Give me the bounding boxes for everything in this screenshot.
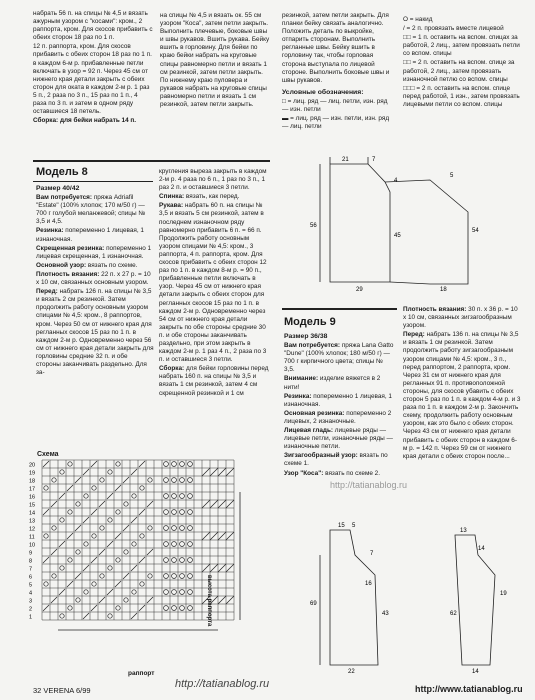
- decrease-mark: [115, 485, 121, 491]
- chart-title: Схема: [37, 451, 59, 458]
- legend-item: О = накид: [403, 16, 433, 23]
- legend-item: □□ = 2 п. оставить на вспом. спице за работой, 2 лиц., затем провязать изнаночной петлю со вспом. спицы: [403, 59, 515, 83]
- yarn-over-mark: [164, 526, 169, 531]
- paragraph: Основная резинка: попеременно 2 лицевых, 2 изнаночные.: [284, 409, 392, 425]
- decrease-mark: [139, 461, 145, 467]
- decrease-mark: [43, 605, 49, 611]
- decrease-mark: [59, 493, 65, 499]
- yarn-over-mark: [84, 542, 88, 546]
- dimension-label: 5: [450, 173, 454, 179]
- yarn-over-mark: [164, 510, 169, 515]
- row-number: 15: [29, 502, 36, 509]
- yarn-over-mark: [52, 478, 56, 482]
- divider: [33, 181, 153, 182]
- row-number: 13: [29, 518, 36, 525]
- dimension-label: 7: [372, 157, 376, 163]
- model-8-pattern-diagram: [290, 152, 520, 292]
- chart-repeat-label: раппорт: [128, 670, 155, 677]
- yarn-over-mark: [132, 590, 136, 594]
- model-8-column-2: [159, 168, 271, 399]
- paragraph: набрать 56 п. на спицы № 4,5 и вязать ажурным узором с "косами": кром., 2 раппорта, кром. Для скосов прибавить с обеих сторон 18 раз по 1 п.: [33, 10, 153, 42]
- size-label: Размер 40/42: [36, 185, 80, 192]
- yarn-over-mark: [172, 590, 177, 595]
- yarn-over-mark: [52, 526, 56, 530]
- model-9-column-2: [403, 306, 521, 462]
- decrease-mark: [83, 517, 89, 523]
- yarn-over-mark: [180, 542, 185, 547]
- top-column-2: [160, 12, 272, 110]
- decrease-mark: [59, 589, 65, 595]
- yarn-over-mark: [60, 470, 64, 474]
- yarn-over-mark: [148, 526, 152, 530]
- legend-item: □ = лиц. ряд — лиц. петли, изн. ряд — изн. петли: [282, 97, 388, 114]
- decrease-mark: [91, 557, 97, 563]
- cable-mark: [210, 564, 218, 572]
- yarn-over-mark: [180, 558, 185, 563]
- yarn-over-mark: [140, 582, 144, 586]
- cable-mark: [218, 532, 226, 540]
- yarn-over-mark: [92, 582, 96, 586]
- yarn-over-mark: [164, 574, 169, 579]
- paragraph: Сборка: для бейки горловины перед набрать 160 п. на спицы № 3,5 и вязать 1 см резинкой, затем 4 см скрещенной резинкой и 1 см: [159, 365, 269, 397]
- paragraph: Спинка: вязать, как перед.: [159, 193, 240, 201]
- paragraph: Вам потребуется: пряжа Adriafil "Estate" (100% хлопок; 170 м/50 г) — 700 г голубой меланжевой; спицы № 3,5 и 4,5.: [36, 194, 146, 226]
- yarn-over-mark: [100, 526, 104, 530]
- yarn-over-mark: [188, 606, 193, 611]
- dimension-label: 18: [440, 287, 447, 292]
- yarn-over-mark: [116, 510, 120, 514]
- model-8-column-1: [36, 185, 154, 378]
- yarn-over-mark: [44, 582, 48, 586]
- dimension-label: 7: [370, 551, 374, 557]
- dimension-label: 19: [500, 591, 507, 597]
- yarn-over-mark: [180, 574, 185, 579]
- decrease-mark: [51, 597, 57, 603]
- yarn-over-mark: [164, 478, 169, 483]
- cable-mark: [218, 596, 226, 604]
- yarn-over-mark: [172, 606, 177, 611]
- dimension-label: 62: [450, 611, 457, 617]
- yarn-over-mark: [180, 526, 185, 531]
- yarn-over-mark: [188, 478, 193, 483]
- yarn-over-mark: [92, 534, 96, 538]
- row-number: 7: [29, 566, 33, 573]
- paragraph: Узор "Коса": вязать по схеме 2.: [284, 469, 381, 477]
- paragraph: Перед: набрать 126 п. на спицы № 3,5 и вязать 2 см резинкой. Затем продолжить работу основным узором спицами № 4,5: кром., 8 раппортов, кром. Через 50 см от нижнего края для регланных скосов 15 раз по 1 п. в каждом 2-м р. Одновременно через 56 см от нижнего края детали закрыть для горловины средние 32 п. и обе стороны заканчивать раздельно. Для за-: [36, 288, 154, 377]
- paragraph: Внимание: изделие вяжется в 2 нити!: [284, 375, 381, 391]
- yarn-over-mark: [68, 558, 72, 562]
- dimension-label: 14: [472, 669, 479, 675]
- yarn-over-mark: [68, 510, 72, 514]
- row-number: 20: [29, 462, 36, 469]
- watermark: http://tatianablog.ru: [175, 678, 270, 690]
- decrease-mark: [43, 461, 49, 467]
- dimension-label: 69: [310, 601, 317, 607]
- legend-item: □□□ = 2 п. оставить на вспом. спице перед работой, 1 изн., затем провязать лицевыми петли со вспом. спицы: [403, 84, 520, 108]
- decrease-mark: [139, 605, 145, 611]
- yarn-over-mark: [188, 590, 193, 595]
- yarn-over-mark: [188, 542, 193, 547]
- model-9-pattern-diagram: [290, 515, 525, 675]
- paragraph: Основной узор: вязать по схеме.: [36, 261, 138, 269]
- cable-mark: [202, 532, 210, 540]
- paragraph: Перед: набрать 136 п. на спицы № 3,5 и вязать 1 см резинкой. Затем продолжить работу зигзагообразным узором спицами № 4,5: кром., 3 п., перед раппортом, 2 раппорта, кром. Через 31 см от нижнего края для регланных 91 п. противоположной стороны, для скосов убавить с обеих сторон 5 раз по 1 п. в каждом 4-м р. и 3 раза по 1 п. в каждом 2-м р. Закончить схему, продолжить работу основным узором, как это было с обеих сторон. Через 43 см от нижнего края детали прибавить с обеих сторон в каждом 6-м р. = 142 п. Через 59 см от нижнего края детали с обеих сторон после...: [403, 331, 521, 460]
- row-number: 17: [29, 486, 36, 493]
- decrease-mark: [83, 565, 89, 571]
- paragraph: Вам потребуется: пряжа Lana Gatto "Dune" (100% хлопок; 180 м/50 г) — 700 г кирпичного цвета; спицы № 3,5.: [284, 342, 394, 374]
- row-number: 9: [29, 550, 33, 557]
- decrease-mark: [75, 573, 81, 579]
- yarn-over-mark: [124, 598, 128, 602]
- yarn-over-mark: [148, 478, 152, 482]
- paragraph: Скрещенная резинка: попеременно 1 лицевая скрещенная, 1 изнаночная.: [36, 244, 152, 260]
- yarn-over-mark: [172, 510, 177, 515]
- decrease-mark: [131, 565, 137, 571]
- dimension-label: 14: [478, 546, 485, 552]
- model-9-title: Модель 9: [284, 316, 336, 328]
- yarn-over-mark: [116, 606, 120, 610]
- yarn-over-mark: [44, 486, 48, 490]
- decrease-mark: [91, 605, 97, 611]
- row-number: 11: [29, 534, 35, 541]
- row-number: 2: [29, 606, 33, 613]
- decrease-mark: [107, 493, 113, 499]
- chart-height-label: высота раппорта: [206, 575, 212, 627]
- paragraph: кругления выреза закрыть в каждом 2-м р. 4 раза по 6 п., 1 раз по 3 п., 1 раз 2 п. и оставшиеся 3 петли.: [159, 168, 267, 192]
- dimension-label: 15: [338, 523, 345, 529]
- paragraph: Лицевая гладь: лицевые ряды — лицевые петли, изнаночные ряды — изнаночные петли.: [284, 427, 393, 451]
- yarn-over-mark: [76, 502, 80, 506]
- paragraph: Плотность вязания: 30 п. x 36 р. = 10 x 10 см, связанных зигзагообразным узором.: [403, 306, 518, 330]
- yarn-over-mark: [188, 462, 193, 467]
- yarn-over-mark: [180, 494, 185, 499]
- decrease-mark: [43, 557, 49, 563]
- yarn-over-mark: [108, 470, 112, 474]
- yarn-over-mark: [76, 598, 80, 602]
- model-8-title: Модель 8: [36, 166, 88, 178]
- row-number: 5: [29, 582, 33, 589]
- yarn-over-mark: [84, 494, 88, 498]
- top-column-1: [33, 10, 153, 126]
- yarn-over-mark: [132, 494, 136, 498]
- cable-mark: [210, 500, 218, 508]
- paragraph: Сборка: для бейки набрать 14 п.: [33, 117, 137, 125]
- row-number: 12: [29, 526, 36, 533]
- dimension-label: 21: [342, 157, 349, 163]
- legend-item: ▬ = лиц. ряд — изн. петли, изн. ряд — лиц. петли: [282, 115, 390, 131]
- yarn-over-mark: [188, 526, 193, 531]
- top-column-3: [282, 12, 392, 132]
- paragraph: Плотность вязания: 22 п. x 27 р. = 10 x 10 см, связанных основным узором.: [36, 270, 151, 287]
- row-number: 6: [29, 574, 33, 581]
- footer-url: http://www.tatianablog.ru: [415, 684, 523, 694]
- yarn-over-mark: [60, 518, 64, 522]
- cable-mark: [202, 564, 210, 572]
- decrease-mark: [67, 485, 73, 491]
- knitting-chart: [28, 456, 253, 676]
- decrease-mark: [123, 573, 129, 579]
- decrease-mark: [131, 613, 137, 619]
- legend-item: □□ = 1 п. оставить на вспом. спицах за работой, 2 лиц., затем провязать петли со вспом. спицы: [403, 34, 520, 58]
- row-number: 3: [29, 598, 33, 605]
- yarn-over-mark: [180, 510, 185, 515]
- top-column-4: [403, 16, 521, 110]
- yarn-over-mark: [172, 478, 177, 483]
- decrease-mark: [147, 597, 153, 603]
- row-number: 16: [29, 494, 36, 501]
- yarn-over-mark: [180, 462, 185, 467]
- row-number: 14: [29, 510, 36, 517]
- decrease-mark: [99, 597, 105, 603]
- yarn-over-mark: [108, 518, 112, 522]
- yarn-over-mark: [180, 590, 185, 595]
- yarn-over-mark: [52, 574, 56, 578]
- decrease-mark: [115, 533, 121, 539]
- decrease-mark: [75, 477, 81, 483]
- yarn-over-mark: [188, 494, 193, 499]
- yarn-over-mark: [68, 606, 72, 610]
- yarn-over-mark: [180, 478, 185, 483]
- yarn-over-mark: [172, 542, 177, 547]
- page-number: 32 VERENA 6/99: [33, 686, 91, 695]
- decrease-mark: [147, 501, 153, 507]
- decrease-mark: [123, 525, 129, 531]
- size-label: Размер 36/38: [284, 333, 328, 340]
- dimension-label: 22: [348, 669, 355, 675]
- paragraph: Рукава: набрать 60 п. на спицы № 3,5 и вязать 5 см резинкой, затем в последнем изнаночном ряду равномерно прибавить 6 п. = 66 п. Продолжить работу основным узором спицами № 4,5: кром., 3 раппорта, 4 п. раппорта, кром. Для скосов прибавить с обеих сторон 12 раз по 1 п. в каждом 8-м р. = 90 п., прибавленные петли включать в узор. Через 45 см от нижнего края детали закрыть с обеих сторон для регланных скосов 15 раз по 1 п. в каждом 2-м р. Одновременно через 54 см от нижнего края детали закрыть по обе стороны средние 30 п. и обе стороны заканчивать раздельно, при этом закрыть в каждом 2-м р. 1 раз 4 п., 2 раза по 3 п. и оставшиеся 3 петли.: [159, 202, 267, 364]
- decrease-mark: [99, 501, 105, 507]
- decrease-mark: [67, 533, 73, 539]
- yarn-over-mark: [84, 590, 88, 594]
- yarn-over-mark: [124, 550, 128, 554]
- decrease-mark: [67, 581, 73, 587]
- yarn-over-mark: [100, 478, 104, 482]
- row-number: 8: [29, 558, 33, 565]
- cable-mark: [218, 500, 226, 508]
- yarn-over-mark: [108, 566, 112, 570]
- paragraph: Резинка: попеременно 1 лицевая, 1 изнаночная.: [36, 227, 144, 243]
- paragraph: Резинка: попеременно 1 лицевая, 1 изнаночная.: [284, 392, 392, 408]
- row-number: 4: [29, 590, 33, 597]
- row-number: 10: [29, 542, 36, 549]
- watermark: http://tatianablog.ru: [330, 480, 408, 490]
- yarn-over-mark: [172, 558, 177, 563]
- yarn-over-mark: [116, 462, 120, 466]
- decrease-mark: [51, 549, 57, 555]
- dimension-label: 54: [472, 228, 479, 234]
- decrease-mark: [59, 541, 65, 547]
- paragraph: 12 п. раппорта, кром. Для скосов прибавить с обеих сторон 18 раз по 1 п. в каждом 6-м р. прибавленные петли включать в узор = 92 п. Через 45 см от нижнего края детали закрыть с обеих сторон для оката в каждом 2-м р. 1 раз 5 п., 2 раза по 3 п., 15 раз по 1 п., 4 раза по 3 п. и затем в одном ряду оставшиеся 18 петель.: [33, 43, 152, 116]
- yarn-over-mark: [164, 542, 169, 547]
- dimension-label: 16: [365, 581, 372, 587]
- yarn-over-mark: [68, 462, 72, 466]
- cable-mark: [202, 468, 210, 476]
- yarn-over-mark: [164, 606, 169, 611]
- row-number: 18: [29, 478, 36, 485]
- paragraph: Зигзагообразный узор: вязать по схеме 1.: [284, 452, 388, 468]
- yarn-over-mark: [172, 494, 177, 499]
- divider: [282, 308, 397, 310]
- cable-mark: [226, 596, 234, 604]
- dimension-label: 56: [310, 223, 317, 229]
- dimension-label: 13: [460, 528, 467, 534]
- yarn-over-mark: [172, 462, 177, 467]
- yarn-over-mark: [140, 486, 144, 490]
- yarn-over-mark: [188, 510, 193, 515]
- dimension-label: 5: [352, 523, 356, 529]
- yarn-over-mark: [116, 558, 120, 562]
- decrease-mark: [91, 461, 97, 467]
- row-number: 1: [29, 614, 33, 621]
- decrease-mark: [75, 525, 81, 531]
- cable-mark: [210, 468, 218, 476]
- decrease-mark: [131, 469, 137, 475]
- decrease-mark: [83, 613, 89, 619]
- yarn-over-mark: [148, 574, 152, 578]
- dimension-label: 29: [356, 287, 363, 292]
- cable-mark: [218, 564, 226, 572]
- cable-mark: [226, 564, 234, 572]
- model-9-column-1: [284, 333, 394, 479]
- dimension-label: 45: [394, 233, 401, 239]
- decrease-mark: [147, 549, 153, 555]
- yarn-over-mark: [124, 502, 128, 506]
- decrease-mark: [43, 509, 49, 515]
- cable-mark: [218, 468, 226, 476]
- cable-mark: [226, 468, 234, 476]
- yarn-over-mark: [108, 614, 112, 618]
- legend-heading: Условные обозначения:: [282, 88, 364, 96]
- yarn-over-mark: [164, 590, 169, 595]
- yarn-over-mark: [100, 574, 104, 578]
- legend-item: / = 2 п. провязать вместе лицевой: [403, 25, 504, 33]
- decrease-mark: [51, 501, 57, 507]
- decrease-mark: [123, 477, 129, 483]
- yarn-over-mark: [188, 558, 193, 563]
- row-number: 19: [29, 470, 36, 477]
- yarn-over-mark: [76, 550, 80, 554]
- decrease-mark: [83, 469, 89, 475]
- cable-mark: [202, 500, 210, 508]
- decrease-mark: [107, 589, 113, 595]
- divider: [33, 160, 270, 162]
- yarn-over-mark: [132, 542, 136, 546]
- decrease-mark: [91, 509, 97, 515]
- yarn-over-mark: [188, 574, 193, 579]
- yarn-over-mark: [172, 526, 177, 531]
- yarn-over-mark: [92, 486, 96, 490]
- cable-mark: [210, 532, 218, 540]
- paragraph: резинкой, затем петли закрыть. Для планки бейку связать аналогично. Положить деталь по выкройке, отпарить сторонам. Выполнить регланные швы. Бейку вшить в горловину так, чтобы горловая сторона выступала по лицевой стороне. Выполнить боковые швы и швы рукавов.: [282, 12, 390, 84]
- yarn-over-mark: [164, 462, 169, 467]
- decrease-mark: [115, 581, 121, 587]
- yarn-over-mark: [44, 534, 48, 538]
- dimension-label: 4: [394, 178, 398, 184]
- decrease-mark: [131, 517, 137, 523]
- yarn-over-mark: [164, 494, 169, 499]
- cable-mark: [226, 532, 234, 540]
- decrease-mark: [99, 549, 105, 555]
- yarn-over-mark: [164, 558, 169, 563]
- cable-mark: [226, 500, 234, 508]
- dimension-label: 43: [382, 611, 389, 617]
- yarn-over-mark: [60, 566, 64, 570]
- yarn-over-mark: [60, 614, 64, 618]
- yarn-over-mark: [180, 606, 185, 611]
- yarn-over-mark: [172, 574, 177, 579]
- decrease-mark: [107, 541, 113, 547]
- decrease-mark: [139, 509, 145, 515]
- yarn-over-mark: [140, 534, 144, 538]
- paragraph: на спицы № 4,5 и вязать ок. 55 см узором "Коса", затем петли закрыть. Выполнить плечевые, боковые швы и швы рукавов. Вшить рукава. Бейку вшить в горловину. Для бейки по краю бейки набрать на круговые спицы равномерно петли и вязать 1 см резинкой, затем петли закрыть. По нижнему краю пуловера и рукавов набрать на круговые спицы равномерно петли и вязать 1 см резинкой, затем петли закрыть.: [160, 12, 270, 109]
- decrease-mark: [139, 557, 145, 563]
